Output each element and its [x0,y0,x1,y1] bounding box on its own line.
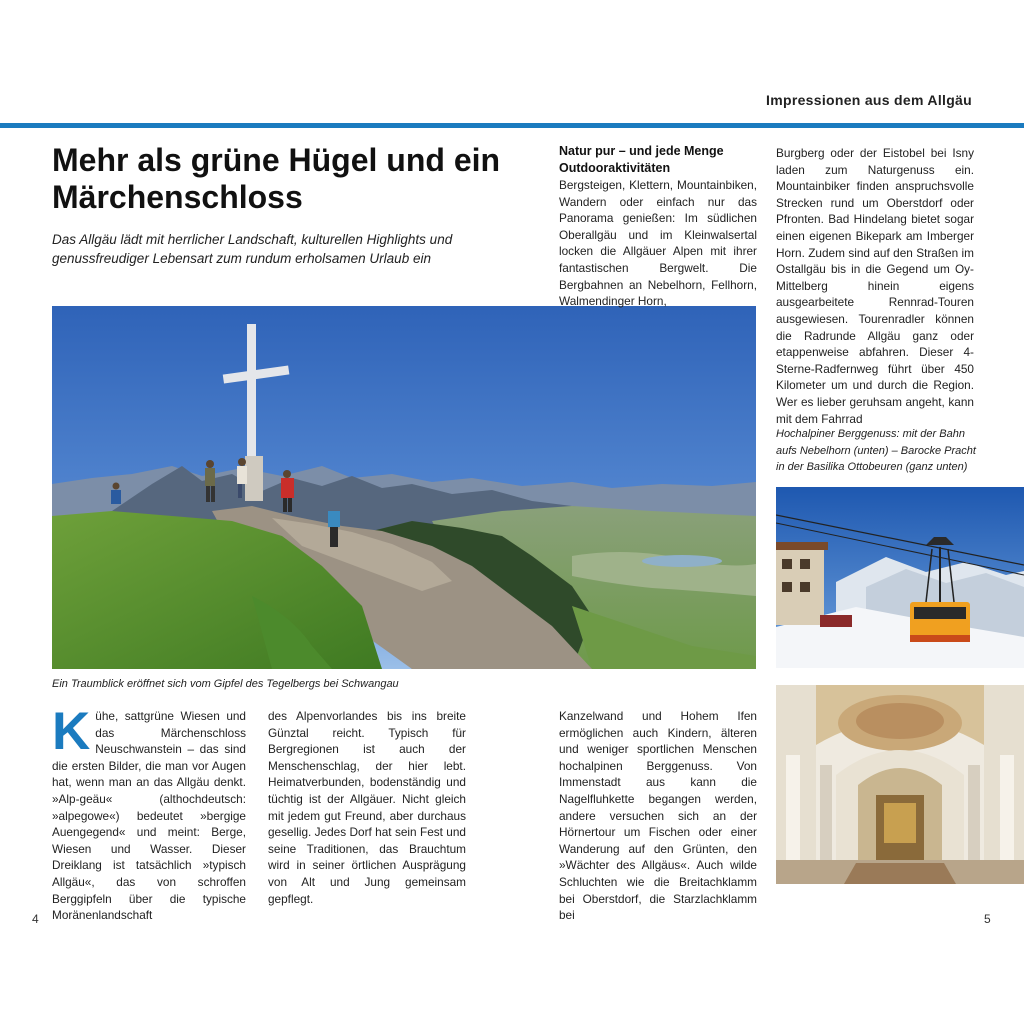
side-photos-caption: Hochalpiner Berggenuss: mit der Bahn aufs Nebelhorn (unten) – Barocke Pracht in der Basilika Ottobeuren (ganz unten) [776,428,976,473]
section-subheading: Natur pur – und jede Menge Outdooraktivitäten [559,144,724,175]
nebelhorn-cable-car-photo [776,487,1024,668]
body-column-4: Burgberg oder der Eistobel bei Isny laden zum Naturgenuss ein. Mountainbiker finden anspruchsvolle Strecken rund um Oberstdorf oder Pfronten. Bad Hindelang bietet sogar einen eigenen Bikepark am Imberger Horn. Zudem sind auf den Straßen im Ostallgäu bis in die Gegend um Oy-Mittelberg hinein eigens ausgearbeitete Rennrad-Touren ausgewiesen. Tourenradler können die Radrunde Allgäu ganz oder etappenweise abfahren. Dieser 4-Sterne-Radfernweg führt über 450 Kilometer um und durch die Region. Wer es lieber geruhsam angeht, kann mit dem Fahrrad [776,146,974,426]
article-title: Mehr als grüne Hügel und ein Märchenschloss [52,142,501,215]
running-header: Impressionen aus dem Allgäu [766,92,972,108]
body-column-3-top [559,143,757,310]
body-column-3-top-text: Bergsteigen, Klettern, Mountainbiken, Wandern oder einfach nur das Panorama genießen: Im südlichen Oberallgäu und im Kleinwalsertal locken die Allgäuer Alpen mit ihrer fantastischen Bergwelt. Die Bergbahnen an Nebelhorn, Fellhorn, Walmendinger Horn, [559,178,757,309]
article-lead: Das Allgäu lädt mit herrlicher Landschaft, kulturellen Highlights und genussfreudiger Lebensart zum rundum erholsamen Urlaub ein [52,232,453,266]
header-rule [0,123,1024,128]
panorama-photo-caption: Ein Traumblick eröffnet sich vom Gipfel des Tegelbergs bei Schwangau [52,678,399,690]
summit-panorama-photo [52,306,756,669]
body-column-3-bottom: Kanzelwand und Hohem Ifen ermöglichen auch Kindern, älteren und weniger sportlichen Menschen hochalpinen Berggenuss. Von Immenstadt aus kann die Nagelfluhkette begangen werden, andere versuchen sich an der Hörnertour um Fischen oder einer Wanderung auf den Grünten, den »Wächter des Allgäus«. Auch wilde Schluchten wie die Breitachklamm bei Oberstdorf, die Starzlachklamm bei [559,709,757,923]
page-number-right: 5 [984,912,991,926]
body-column-2: des Alpenvorlandes bis ins breite Günztal reicht. Typisch für Bergregionen ist auch der Menschenschlag, der hier lebt. Heimatverbunden, bodenständig und tüchtig ist der Allgäuer. Nicht gleich mit jedem gut Freund, aber durchaus gesellig. Jedes Dorf hat sein Fest und seine Traditionen, das Brauchtum wird in seiner örtlichen Ausprägung von Alt und Jung gemeinsam gepflegt. [268,709,466,906]
drop-cap: K [52,702,91,761]
body-column-1-text: ühe, sattgrüne Wiesen und das Märchenschloss Neuschwanstein – das sind die ersten Bilder, die man vor Augen hat, wenn man an das Allgäu denkt. »Alp-geäu« (althochdeutsch: »alpegowe«) bedeutet »bergige Auengegend« und meint: Berge, Wiesen und Wasser. Dieser Dreiklang ist tatsächlich »typisch Allgäu«, das von schroffen Berggipfeln über die typische Moränenlandschaft [52,709,246,923]
basilica-ottobeuren-photo [776,685,1024,884]
page-number-left: 4 [32,912,39,926]
body-column-1 [52,702,246,924]
